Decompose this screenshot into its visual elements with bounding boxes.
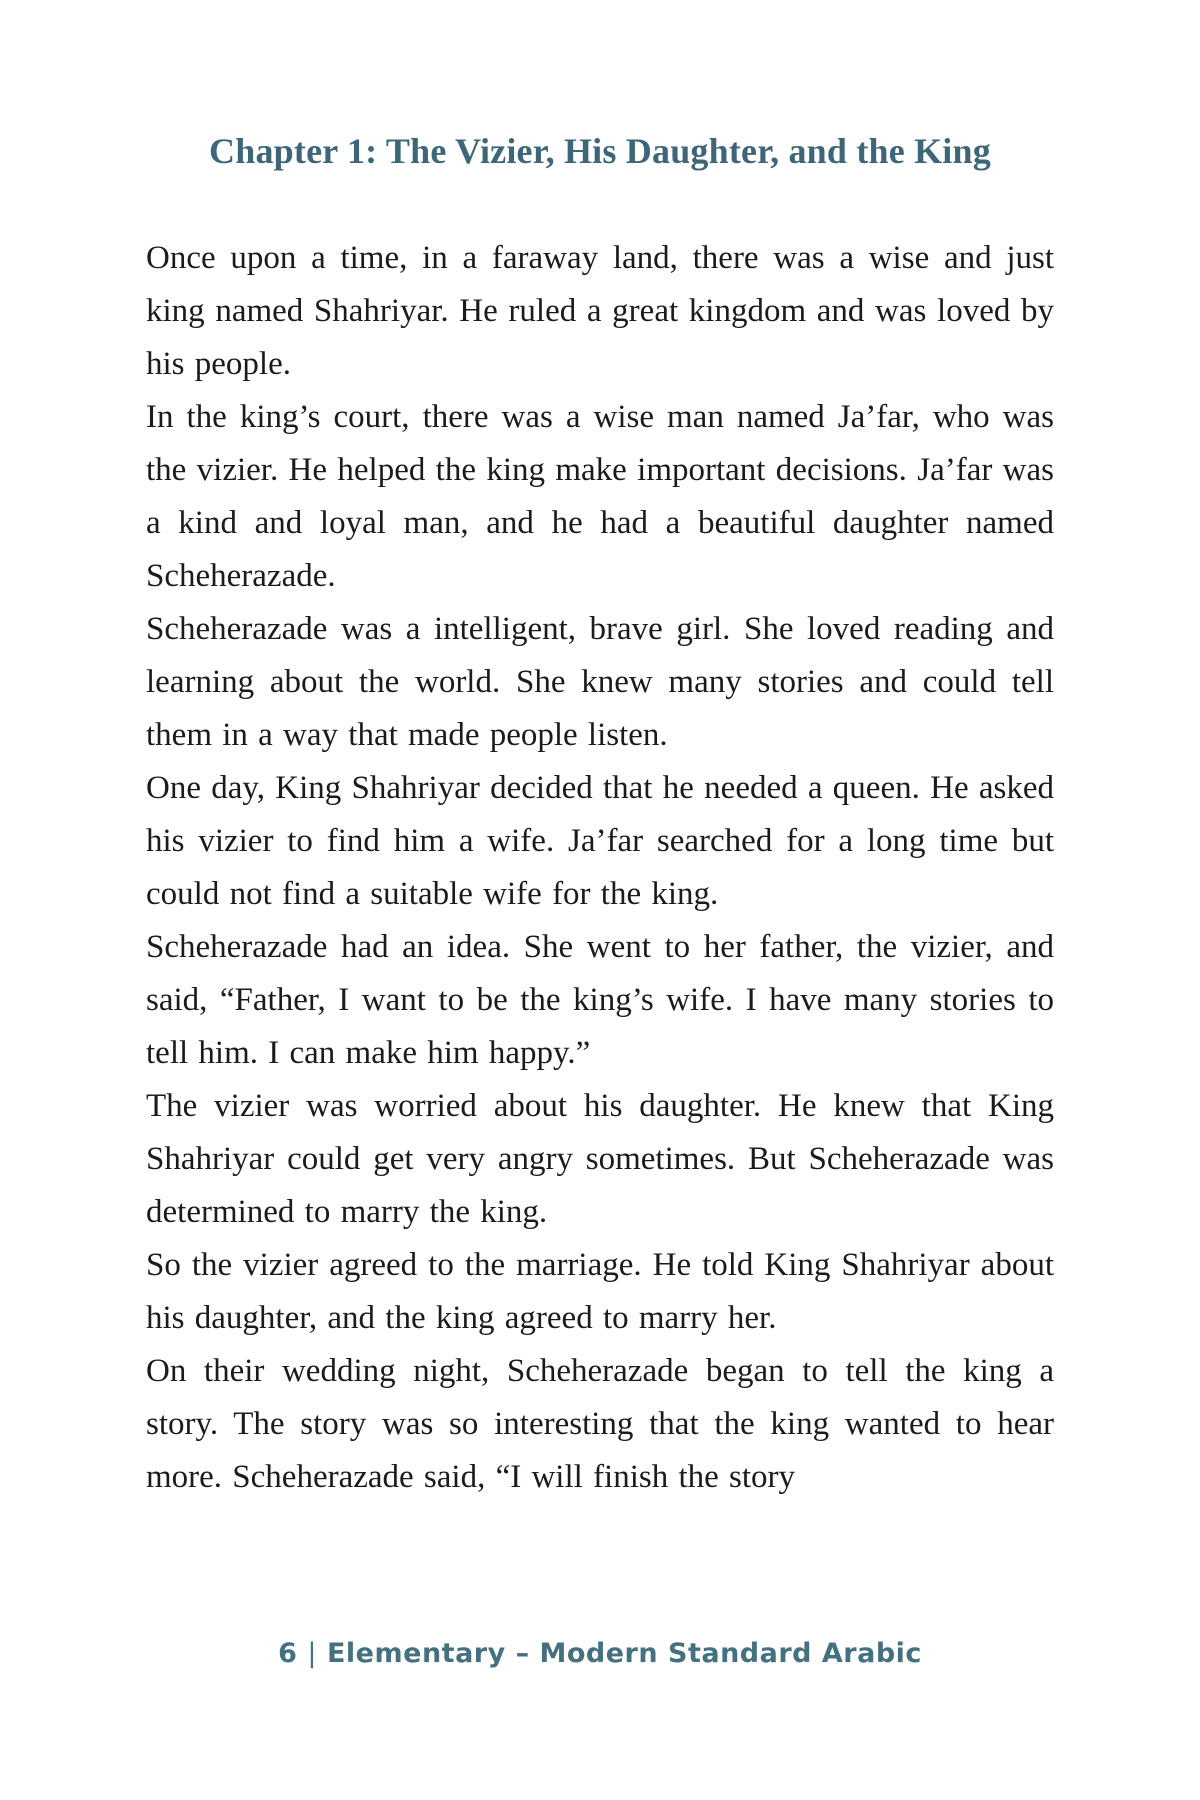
story-paragraph: Scheherazade had an idea. She went to her father, the vizier, and said, “Father, I want to be the king’s wife. I have many stories to tell him. I can make him happy.” (146, 929, 1054, 1071)
story-paragraph: So the vizier agreed to the marriage. He told King Shahriyar about his daughter, and the king agreed to marry her. (146, 1247, 1054, 1336)
story-paragraph: On their wedding night, Scheherazade began to tell the king a story. The story was so interesting that the king wanted to hear more. Scheherazade said, “I will finish the story (146, 1353, 1054, 1495)
footer-book-title: Elementary – Modern Standard Arabic (326, 1638, 922, 1669)
story-paragraph: Once upon a time, in a faraway land, there was a wise and just king named Shahriyar. He ruled a great kingdom and was loved by his people. (146, 240, 1054, 382)
chapter-title: Chapter 1: The Vizier, His Daughter, and the King (209, 131, 991, 171)
story-paragraph: The vizier was worried about his daughter. He knew that King Shahriyar could get very angry sometimes. But Scheherazade was determined to marry the king. (146, 1088, 1054, 1230)
story-paragraph: One day, King Shahriyar decided that he needed a queen. He asked his vizier to find him a wife. Ja’far searched for a long time but could not find a suitable wife for the king. (146, 770, 1054, 912)
story-body (146, 232, 1054, 1504)
story-paragraph: Scheherazade was a intelligent, brave girl. She loved reading and learning about the world. She knew many stories and could tell them in a way that made people listen. (146, 611, 1054, 753)
footer-separator: | (307, 1638, 317, 1669)
page-footer (0, 1638, 1200, 1669)
story-paragraph: In the king’s court, there was a wise man named Ja’far, who was the vizier. He helped the king make important decisions. Ja’far was a kind and loyal man, and he had a beautiful daughter named Scheherazade. (146, 399, 1054, 594)
page-number: 6 (278, 1638, 298, 1669)
